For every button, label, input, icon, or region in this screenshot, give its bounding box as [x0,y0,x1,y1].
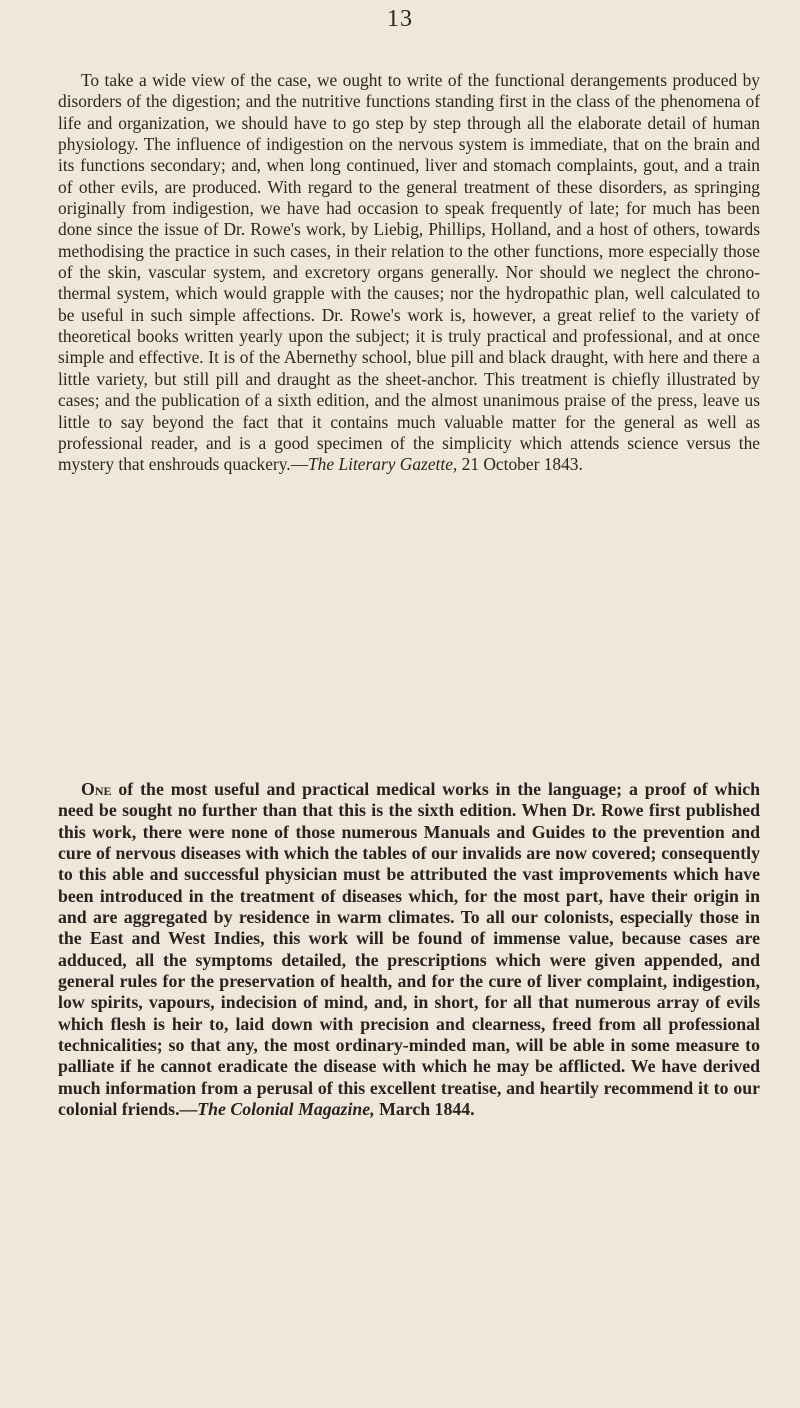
review-citation-date: March 1844. [374,1099,475,1120]
review-colonial-magazine [58,779,760,1121]
page-number: 13 [387,6,413,32]
review-literary-gazette [58,70,760,476]
review-citation-source: The Colonial Magazine, [197,1099,375,1120]
review-citation-date: 21 October 1843. [457,454,583,475]
review-lead-word: One [81,779,112,799]
review-text: of the most useful and practical medical works in the language; a proof of which need be sought no further than that this is the sixth edition. When Dr. Rowe first published this work, there were none of those numerous Manuals and Guides to the prevention and cure of nervous diseases with which the tables of our invalids are now covered; consequently to this able and successful physician must be attributed the vast improvements which have been introduced in the treatment of diseases which, for the most part, have their origin in and are aggregated by residence in warm climates. To all our colonists, especially those in the East and West Indies, this work will be found of immense value, because cases are adduced, all the symptoms detailed, the prescriptions which were given appended, and general rules for the preservation of health, and for the cure of liver complaint, indigestion, low spirits, vapours, indecision of mind, and, in short, for all that numerous array of evils which flesh is heir to, laid down with precision and clearness, freed from all professional technicalities; so that any, the most ordinary-minded man, will be able in some measure to palliate if he cannot eradicate the disease with which he may be afflicted. We have derived much information from a perusal of this excellent treatise, and heartily recommend it to our colonial friends.— [58,779,760,1120]
review-text: To take a wide view of the case, we ought to write of the functional derangements produced by disorders of the digestion; and the nutritive functions standing first in the class of the phenomena of life and organization, we should have to go step by step through all the elaborate detail of human physiology. The influence of indigestion on the nervous system is immediate, that on the brain and its functions secondary; and, when long continued, liver and stomach complaints, gout, and a train of other evils, are produced. With regard to the general treatment of these disorders, as springing originally from indigestion, we have had occasion to speak frequently of late; for much has been done since the issue of Dr. Rowe's work, by Liebig, Phillips, Holland, and a host of others, towards methodising the practice in such cases, in their relation to the other functions, more especially those of the skin, vascular system, and excretory organs generally. Nor should we neglect the chrono-thermal system, which would grapple with the causes; nor the hydropathic plan, well calculated to be useful in such simple affections. Dr. Rowe's work is, however, a great relief to the variety of theoretical books written yearly upon the subject; it is truly practical and professional, and at once simple and effective. It is of the Abernethy school, blue pill and black draught, with here and there a little variety, but still pill and draught as the sheet-anchor. This treatment is chiefly illustrated by cases; and the publication of a sixth edition, and the almost unanimous praise of the press, leave us little to say beyond the fact that it contains much valuable matter for the general as well as professional reader, and is a good specimen of the simplicity which attends science versus the mystery that enshrouds quackery.— [58,70,760,475]
review-citation-source: The Literary Gazette, [308,454,458,475]
